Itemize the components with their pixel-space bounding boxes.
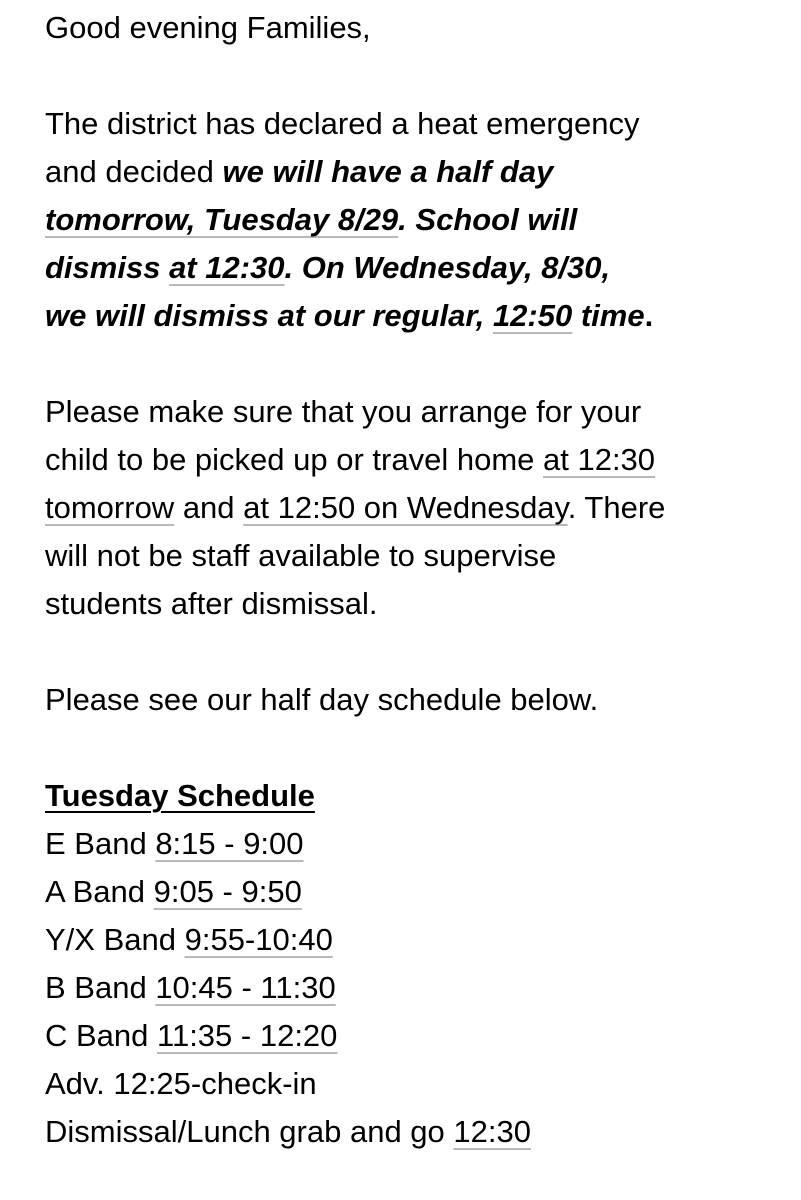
spacer (45, 340, 785, 388)
instruction-line (45, 532, 785, 580)
announcement-line (45, 292, 785, 340)
instruction-text: . There (567, 490, 666, 525)
announcement-line (45, 244, 785, 292)
instruction-line (45, 580, 785, 628)
announcement-line (45, 196, 785, 244)
band-time-link[interactable]: 9:55-10:40 (184, 922, 333, 957)
announcement-text: time (572, 298, 645, 333)
dismissal-row (45, 1108, 785, 1156)
time-link-dismiss-1230[interactable]: at 12:30 (169, 250, 285, 285)
date-link-tuesday[interactable]: tomorrow, Tuesday 8/29 (45, 202, 399, 237)
band-label: Y/X Band (45, 922, 185, 957)
message-body (45, 4, 785, 1156)
announcement-text: . On Wednesday, 8/30, (284, 250, 611, 285)
instruction-text: child to be picked up or travel home (45, 442, 543, 477)
spacer (45, 724, 785, 772)
schedule-row (45, 1012, 785, 1060)
band-time-link[interactable]: 10:45 - 11:30 (155, 970, 336, 1005)
announcement-text: dismiss (45, 250, 170, 285)
schedule-intro: Please see our half day schedule below. (45, 682, 599, 717)
announcement-period: . (644, 298, 654, 333)
band-label: B Band (45, 970, 156, 1005)
instruction-line (45, 484, 785, 532)
instruction-text: and (174, 490, 244, 525)
time-link-1250[interactable]: 12:50 (492, 298, 573, 333)
band-time-link[interactable]: 8:15 - 9:00 (155, 826, 304, 861)
band-time-link[interactable]: 9:05 - 9:50 (153, 874, 302, 909)
dismissal-label: Dismissal/Lunch grab and go (45, 1114, 454, 1149)
announcement-text: we will dismiss at our regular, (45, 298, 493, 333)
schedule-row (45, 964, 785, 1012)
announcement-text: . School will (398, 202, 578, 237)
instruction-line (45, 388, 785, 436)
band-label: C Band (45, 1018, 158, 1053)
band-label: E Band (45, 826, 156, 861)
announcement-line (45, 148, 785, 196)
announcement-text: The district has declared a heat emergency (45, 106, 640, 141)
date-link-tomorrow[interactable]: tomorrow (45, 490, 175, 525)
advisory-row: Adv. 12:25-check-in (45, 1066, 317, 1101)
time-link-wednesday-1250[interactable]: at 12:50 on Wednesday (243, 490, 568, 525)
time-link-pickup-1230[interactable]: at 12:30 (543, 442, 656, 477)
schedule-row (45, 916, 785, 964)
band-label: A Band (45, 874, 154, 909)
announcement-line (45, 100, 785, 148)
dismissal-time-link[interactable]: 12:30 (453, 1114, 531, 1149)
schedule-section (45, 772, 785, 820)
band-time-link[interactable]: 11:35 - 12:20 (157, 1018, 338, 1053)
instruction-text: students after dismissal. (45, 586, 378, 621)
greeting: Good evening Families, (45, 10, 371, 45)
instruction-text: will not be staff available to supervise (45, 538, 557, 573)
half-day-emphasis: we will have a half day (222, 154, 554, 189)
schedule-row (45, 820, 785, 868)
instruction-text: Please make sure that you arrange for your (45, 394, 642, 429)
spacer (45, 628, 785, 676)
schedule-heading: Tuesday Schedule (45, 778, 315, 813)
schedule-row (45, 868, 785, 916)
spacer (45, 52, 785, 100)
announcement-text: and decided (45, 154, 223, 189)
instruction-line (45, 436, 785, 484)
